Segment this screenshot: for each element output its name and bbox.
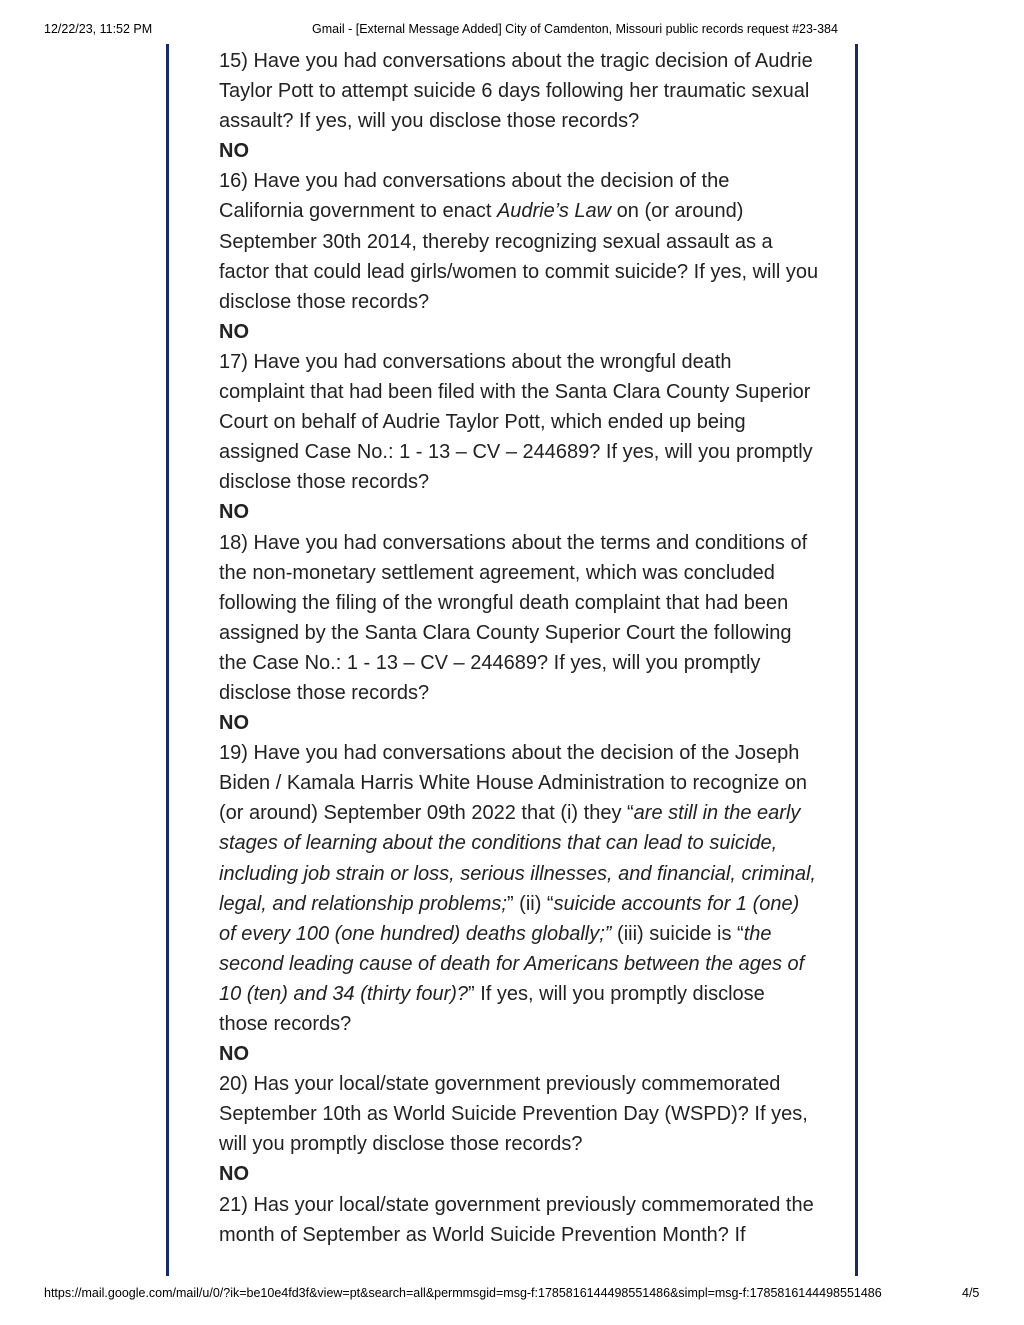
question-17: 17) Have you had conversations about the wrongful death complaint that had been filed with the Santa Clara County Superior Court on behalf of Audrie Taylor Pott, which ended up being assigned Case No.: 1 - 13 – CV – 244689? If yes, will you promptly disclose those records? — [219, 350, 813, 494]
page-number: 4/5 — [962, 1286, 980, 1300]
print-datetime: 12/22/23, 11:52 PM — [44, 22, 153, 36]
left-border-rule — [166, 44, 169, 1276]
question-16 — [219, 166, 819, 316]
question-19-quote-1: are still in the early stages of learning about the conditions that can lead to suicide, including job strain or loss, serious illnesses, and financial, criminal, legal, and relationship problems; — [219, 802, 816, 915]
question-15: 15) Have you had conversations about the tragic decision of Audrie Taylor Pott to attempt suicide 6 days following her traumatic sexual assault? If yes, will you disclose those records? — [219, 50, 813, 133]
answer-16: NO — [219, 320, 249, 343]
answer-17: NO — [219, 501, 249, 524]
message-body — [219, 46, 819, 1250]
question-21: 21) Has your local/state government previously commemorated the month of September as World Suicide Prevention Month? If — [219, 1193, 814, 1246]
question-19-part-1: 19) Have you had conversations about the decision of the Joseph Biden / Kamala Harris White House Administration to recognize on (or around) September 09th 2022 that (i) they “ — [219, 742, 808, 825]
print-url: https://mail.google.com/mail/u/0/?ik=be10e4fd3f&view=pt&search=all&permmsgid=msg-f:1785816144498551486&simpl=msg-f:1785816144498551486 — [44, 1286, 882, 1300]
question-16-part-2: on (or around) September 30th 2014, thereby recognizing sexual assault as a factor that could lead girls/women to commit suicide? If yes, will you disclose those records? — [219, 200, 819, 313]
question-19-quote-3: the second leading cause of death for Americans between the ages of 10 (ten) and 34 (thirty four)? — [219, 922, 805, 1005]
audries-law-term: Audrie’s Law — [496, 200, 612, 223]
print-header — [0, 22, 1024, 42]
answer-15: NO — [219, 140, 249, 163]
question-19-part-3: (iii) suicide is “ — [611, 922, 744, 945]
question-19-quote-2: suicide accounts for 1 (one) of every 100 (one hundred) deaths globally;” — [219, 892, 800, 945]
question-16-part-1: 16) Have you had conversations about the decision of the California government to enact — [219, 170, 730, 223]
print-footer — [0, 1286, 1024, 1306]
question-19 — [219, 738, 819, 1039]
answer-20: NO — [219, 1163, 249, 1186]
question-18: 18) Have you had conversations about the terms and conditions of the non-monetary settlement agreement, which was concluded following the filing of the wrongful death complaint that had been assigned by the Santa Clara County Superior Court the following the Case No.: 1 - 13 – CV – 244689? If yes, will you promptly disclose those records? — [219, 531, 808, 704]
print-page-title: Gmail - [External Message Added] City of Camdenton, Missouri public records request #23-384 — [312, 22, 838, 36]
question-19-part-4: ” If yes, will you promptly disclose those records? — [219, 982, 765, 1035]
question-20: 20) Has your local/state government previously commemorated September 10th as World Suicide Prevention Day (WSPD)? If yes, will you promptly disclose those records? — [219, 1073, 808, 1156]
answer-19: NO — [219, 1043, 249, 1066]
answer-18: NO — [219, 712, 249, 735]
right-border-rule — [855, 44, 858, 1276]
question-19-part-2: ” (ii) “ — [506, 892, 554, 915]
